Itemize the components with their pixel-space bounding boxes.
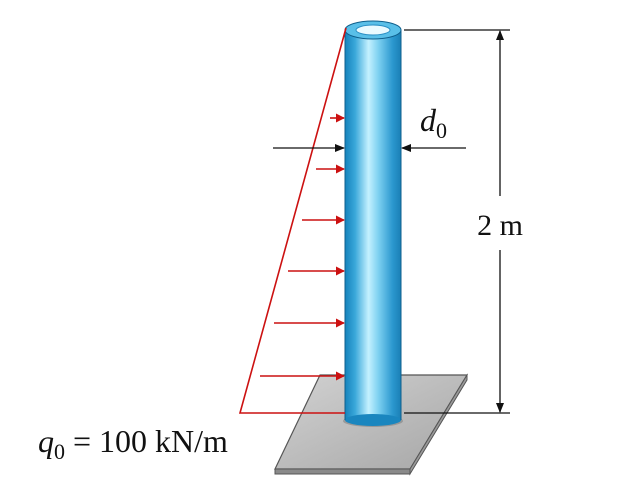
load-label: $q_0 = 100$ kN/m — [38, 423, 228, 464]
distributed-load — [240, 28, 346, 413]
tube-column — [345, 21, 401, 426]
diameter-label: $d_0$ — [420, 102, 447, 143]
height-label: 2 m — [477, 209, 523, 242]
